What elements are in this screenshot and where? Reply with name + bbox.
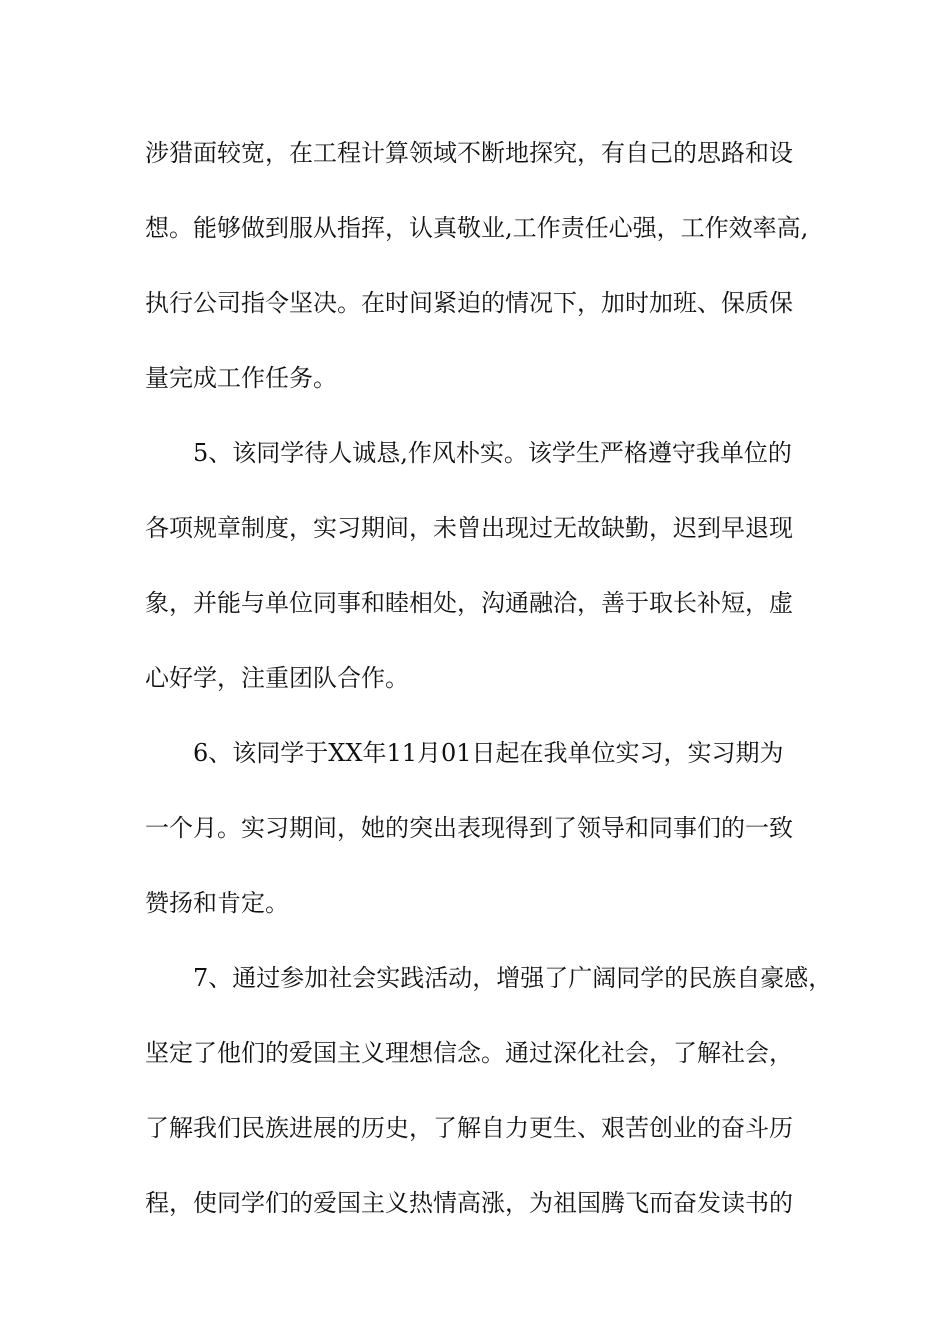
text-line-8: 心好学，注重团队合作。 [145,664,409,692]
text-line-3: 执行公司指令坚决。在时间紧迫的情况下，加时加班、保质保 [145,289,793,317]
paragraph-5-start: 5、该同学待人诚恳,作风朴实。该学生严格遵守我单位的 [193,439,792,467]
text-line-7: 象，并能与单位同事和睦相处，沟通融洽，善于取长补短，虚 [145,589,793,617]
paragraph-7-start: 7、通过参加社会实践活动，增强了广阔同学的民族自豪感， [193,964,833,992]
text-line-10: 一个月。实习期间，她的突出表现得到了领导和同事们的一致 [145,814,793,842]
text-line-15: 程，使同学们的爱国主义热情高涨，为祖国腾飞而奋发读书的 [145,1189,793,1217]
paragraph-6-start: 6、该同学于XX年11月01日起在我单位实习，实习期为 [193,739,784,767]
text-line-13: 坚定了他们的爱国主义理想信念。通过深化社会，了解社会， [145,1039,793,1067]
text-line-6: 各项规章制度，实习期间，未曾出现过无故缺勤，迟到早退现 [145,514,793,542]
text-line-2: 想。能够做到服从指挥，认真敬业,工作责任心强，工作效率高, [145,214,809,242]
text-line-14: 了解我们民族进展的历史，了解自力更生、艰苦创业的奋斗历 [145,1114,793,1142]
text-line-1: 涉猎面较宽，在工程计算领域不断地探究，有自己的思路和设 [145,139,793,167]
text-line-4: 量完成工作任务。 [145,364,337,392]
text-line-11: 赞扬和肯定。 [145,889,289,917]
